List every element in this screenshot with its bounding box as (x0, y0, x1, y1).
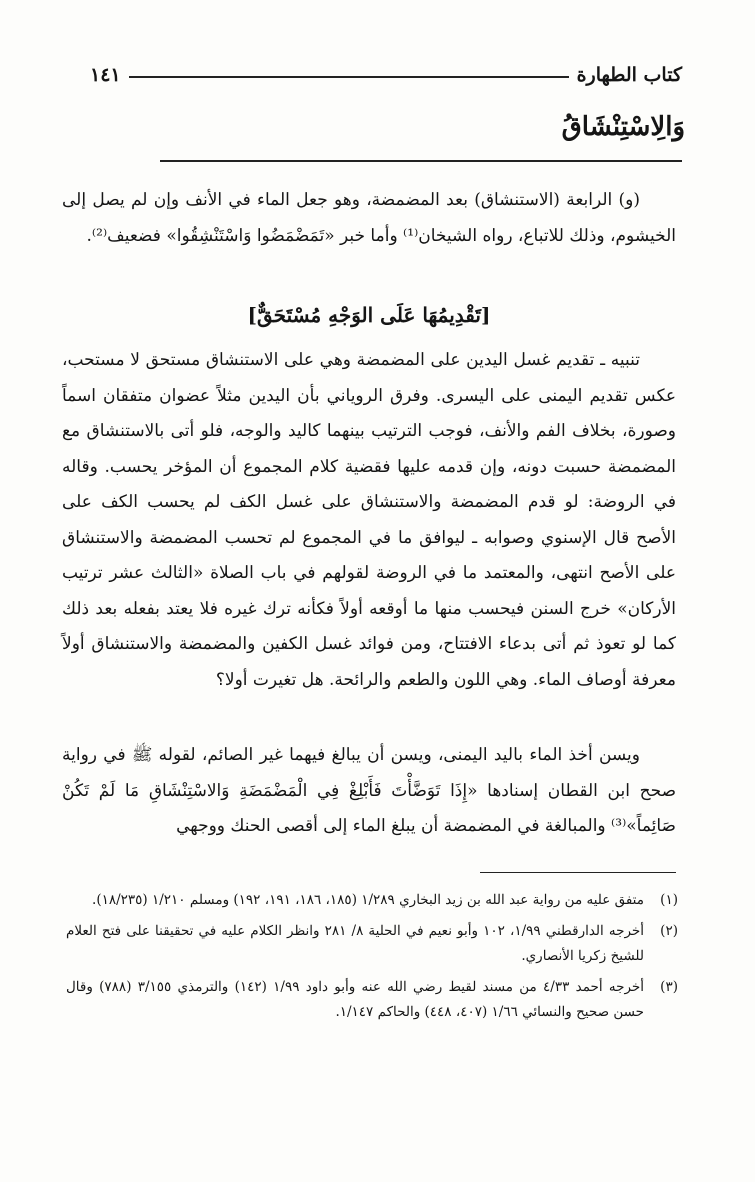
footnote-number: (٢) (660, 923, 678, 939)
footnote-text: أخرجه أحمد ٤/٣٣ من مسند لقيط رضي الله عنه وأبو داود ١/٩٩ (١٤٢) والترمذي ٣/١٥٥ (٧٨٨) وقال حسن صحيح والنسائي ١/٦٦ (٤٠٧، ٤٤٨) والحاكم ١/١٤٧. (66, 979, 644, 1020)
footnote-rule (480, 872, 676, 873)
page-number: ١٤١ (90, 64, 121, 86)
paragraph-mubalagha (62, 738, 676, 845)
footnote (66, 888, 678, 913)
footnote-text: متفق عليه من رواية عبد الله بن زيد البخاري ١/٢٨٩ (١٨٥، ١٨٦، ١٩١، ١٩٢) ومسلم ١/٢١٠ (١٨/٢٣٥). (92, 892, 644, 908)
footnote-number: (٣) (660, 979, 678, 995)
book-title: كتاب الطهارة (576, 64, 682, 86)
paragraph-note (62, 343, 676, 698)
footnote-text: أخرجه الدارقطني ١/٩٩، ١٠٢ وأبو نعيم في الحلية ٨/ ٢٨١ وانظر الكلام عليه في تحقيقنا على فتح العلام للشيخ زكريا الأنصاري. (66, 923, 644, 964)
paragraph-istinshaq (62, 183, 676, 254)
header-rule (129, 76, 569, 78)
subheading: [تَقْدِيمُهَا عَلَى الوَجْهِ مُسْتَحَقٌّ] (247, 303, 491, 327)
section-rule (160, 160, 682, 162)
footnote (66, 919, 678, 969)
paragraph-text: تنبيه ـ تقديم غسل اليدين على المضمضة وهي على الاستنشاق مستحق لا مستحب، عكس تقديم اليمنى على اليسرى. وفرق الروياني بأن اليدين مثلاً عضوان متفقان اسماً وصورة، بخلاف الفم والأنف، فوجب الترتيب بينهما كاليد والوجه، فلو أتى بالاستنشاق مع المضمضة حسبت دونه، وإن قدمه عليها فقضية كلام المجموع أن المؤخر يحسب. وقاله في الروضة: لو قدم المضمضة والاستنشاق على غسل الكف لم يحسب الكف على الأصح قال الإسنوي وصوابه ـ ليوافق ما في المجموع لم تحسب المضمضة والاستنشاق على الأصح انتهى، والمعتمد ما في الروضة لقولهم في باب الصلاة «الثالث عشر ترتيب الأركان» خرج السنن فيحسب منها ما أوقعه أولاً فكأنه ترك غيره فلا يعتد بفعله بعد ذلك كما لو تعوذ ثم أتى بدعاء الافتتاح، ومن فوائد غسل الكفين والمضمضة والاستنشاق أولاً معرفة أوصاف الماء. وهي اللون والطعم والرائحة. هل تغيرت أولا؟ (62, 350, 676, 690)
footnote-number: (١) (660, 892, 678, 908)
running-header (90, 62, 682, 88)
section-word: وَالِاسْتِنْشَاقُ (561, 112, 685, 142)
paragraph-text: (و) الرابعة (الاستنشاق) بعد المضمضة، وهو جعل الماء في الأنف وإن لم يصل إلى الخيشوم، وذلك للاتباع، رواه الشيخان⁽¹⁾ وأما خبر «تَمَضْمَضُوا وَاسْتَنْشِقُوا» فضعيف⁽²⁾. (62, 190, 676, 246)
footnote (66, 975, 678, 1025)
paragraph-text: ويسن أخذ الماء باليد اليمنى، ويسن أن يبالغ فيهما غير الصائم، لقوله ﷺ في رواية صحح ابن القطان إسنادها «إِذَا تَوَضَّأْتَ فَأَبْلِغْ فِي الْمَضْمَضَةِ وَالاسْتِنْشَاقِ مَا لَمْ تَكُنْ صَائِماً»⁽³⁾ والمبالغة في المضمضة أن يبلغ الماء إلى أقصى الحنك ووجهي (62, 745, 676, 836)
footnotes (66, 888, 678, 1031)
